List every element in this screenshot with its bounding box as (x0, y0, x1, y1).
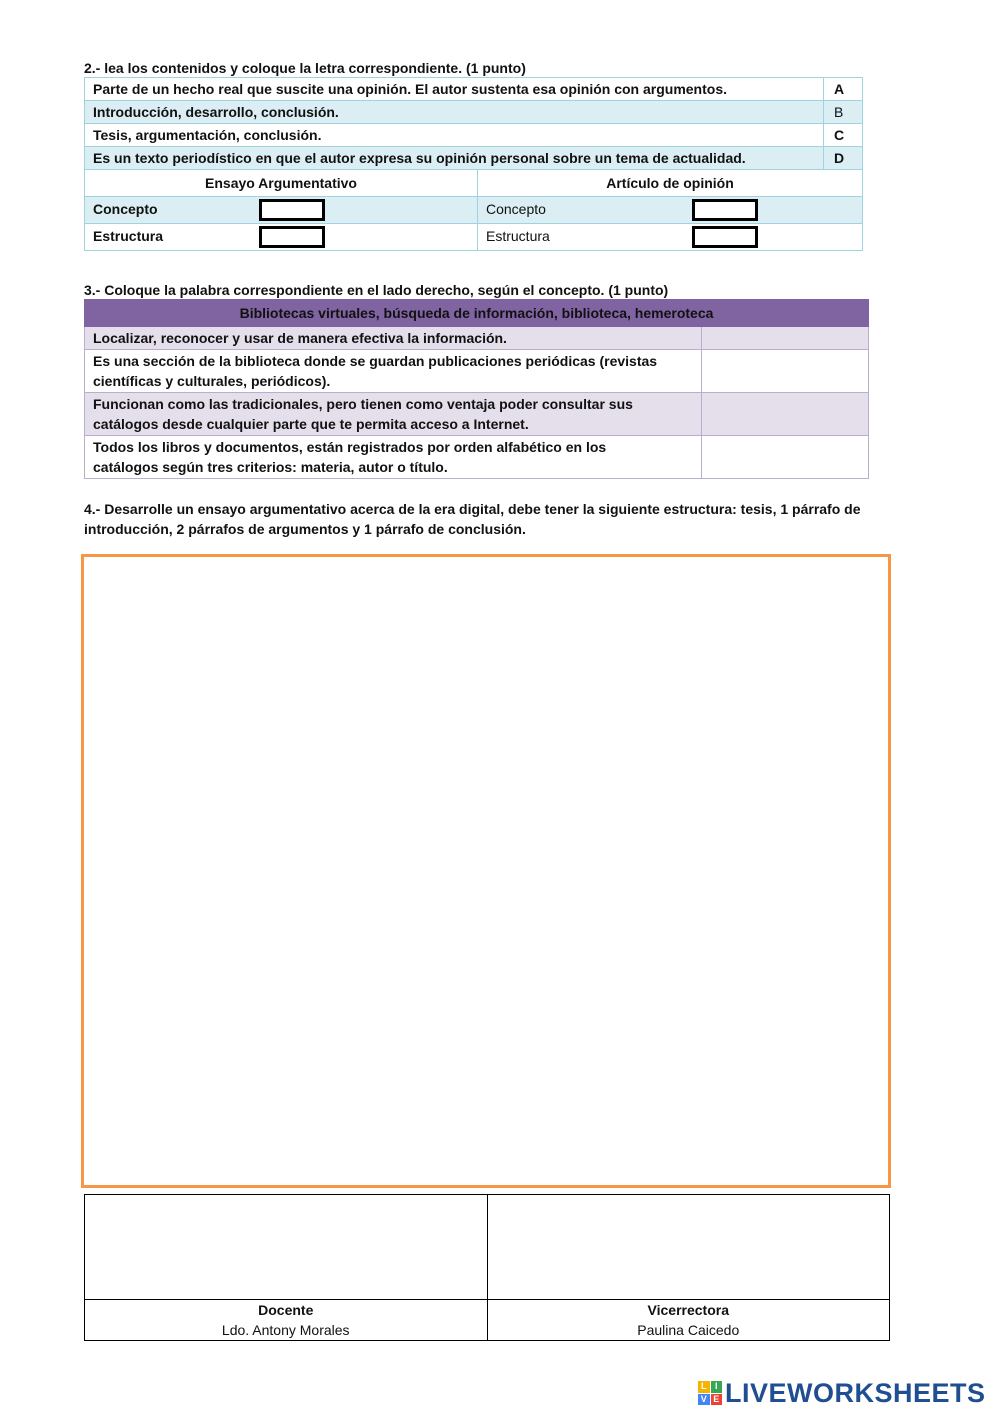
logo-text: LIVEWORKSHEETS (725, 1377, 986, 1408)
q2-row-text: Tesis, argumentación, conclusión. (85, 124, 824, 147)
table-row (85, 436, 869, 479)
mark-letter: V (698, 1394, 710, 1406)
signature-table (84, 1194, 890, 1341)
q2-row-text: Es un texto periodístico en que el autor expresa su opinión personal sobre un tema de actualidad. (85, 147, 824, 170)
table-row (85, 147, 863, 170)
q3-answer-cell[interactable] (702, 327, 869, 350)
table-row (85, 1195, 890, 1300)
q4-line-1: 4.- Desarrolle un ensayo argumentativo acerca de la era digital, debe tener la siguiente estructura: tesis, 1 párrafo de (84, 501, 861, 517)
q2-ensayo-structure-cell (85, 224, 478, 251)
q3-answer-cell[interactable] (702, 393, 869, 436)
essay-answer-box[interactable] (81, 554, 891, 1188)
q2-ensayo-concept-label: Concepto (93, 200, 158, 217)
q3-table (84, 299, 869, 479)
q3-concept (85, 436, 702, 479)
table-row (85, 327, 869, 350)
q3-concept-text: catálogos según tres criterios: materia, autor o título. (93, 459, 448, 475)
q2-row-letter: A (824, 78, 863, 101)
mark-letter: E (711, 1394, 723, 1406)
q3-concept-text: Todos los libros y documentos, están registrados por orden alfabético en los (93, 439, 607, 455)
q3-concept-text: Funcionan como las tradicionales, pero tienen como ventaja poder consultar sus (93, 396, 633, 412)
q3-title: 3.- Coloque la palabra correspondiente en el lado derecho, según el concepto. (1 punto) (84, 282, 669, 298)
q2-row-letter: D (824, 147, 863, 170)
table-row (85, 197, 863, 224)
table-row (85, 101, 863, 124)
signature-vicerrectora (487, 1300, 890, 1341)
q3-answer-cell[interactable] (702, 436, 869, 479)
liveworksheets-mark-icon (698, 1381, 722, 1405)
signature-space-vicerrectora (487, 1195, 890, 1300)
q3-concept (85, 350, 702, 393)
table-row (85, 393, 869, 436)
q2-col-header-articulo: Artículo de opinión (478, 170, 863, 197)
table-row (85, 300, 869, 327)
q3-concept-text: científicas y culturales, periódicos). (93, 373, 331, 389)
q2-ensayo-concept-cell (85, 197, 478, 224)
mark-letter: L (698, 1381, 710, 1393)
q2-row-letter: B (824, 101, 863, 124)
q2-articulo-concept-cell (478, 197, 863, 224)
q2-ensayo-structure-label: Estructura (93, 227, 164, 244)
q4-instructions (84, 499, 861, 539)
q3-answer-cell[interactable] (702, 350, 869, 393)
q2-title: 2.- lea los contenidos y coloque la letra correspondiente. (1 punto) (84, 60, 526, 76)
q3-concept-text: catálogos desde cualquier parte que te permita acceso a Internet. (93, 416, 529, 432)
signature-role: Docente (258, 1302, 314, 1318)
table-row (85, 1300, 890, 1341)
table-row (85, 350, 869, 393)
answer-box-ensayo-estructura[interactable] (259, 226, 325, 248)
answer-box-articulo-concepto[interactable] (692, 199, 758, 221)
signature-name: Paulina Caicedo (637, 1322, 740, 1338)
answer-box-ensayo-concepto[interactable] (259, 199, 325, 221)
signature-role: Vicerrectora (647, 1302, 729, 1318)
q2-row-text: Introducción, desarrollo, conclusión. (85, 101, 824, 124)
q3-concept (85, 327, 702, 350)
q3-word-bank: Bibliotecas virtuales, búsqueda de información, biblioteca, hemeroteca (85, 300, 869, 327)
q2-articulo-structure-cell (478, 224, 863, 251)
q2-articulo-concept-label: Concepto (486, 200, 546, 217)
q2-col-header-ensayo: Ensayo Argumentativo (85, 170, 478, 197)
q3-concept (85, 393, 702, 436)
answer-box-articulo-estructura[interactable] (692, 226, 758, 248)
q2-articulo-structure-label: Estructura (486, 227, 550, 244)
table-row (85, 124, 863, 147)
q2-row-letter: C (824, 124, 863, 147)
signature-name: Ldo. Antony Morales (221, 1322, 350, 1338)
q3-concept-text: Localizar, reconocer y usar de manera efectiva la información. (93, 330, 507, 346)
table-row (85, 224, 863, 251)
table-row (85, 78, 863, 101)
q3-concept-text: Es una sección de la biblioteca donde se guardan publicaciones periódicas (revistas (93, 353, 658, 369)
q2-table (84, 77, 863, 251)
signature-space-docente (85, 1195, 488, 1300)
q4-line-2: introducción, 2 párrafos de argumentos y 1 párrafo de conclusión. (84, 521, 526, 537)
mark-letter: I (711, 1381, 723, 1393)
signature-docente (85, 1300, 488, 1341)
liveworksheets-logo (698, 1378, 986, 1408)
q2-row-text: Parte de un hecho real que suscite una opinión. El autor sustenta esa opinión con argumentos. (85, 78, 824, 101)
table-row (85, 170, 863, 197)
